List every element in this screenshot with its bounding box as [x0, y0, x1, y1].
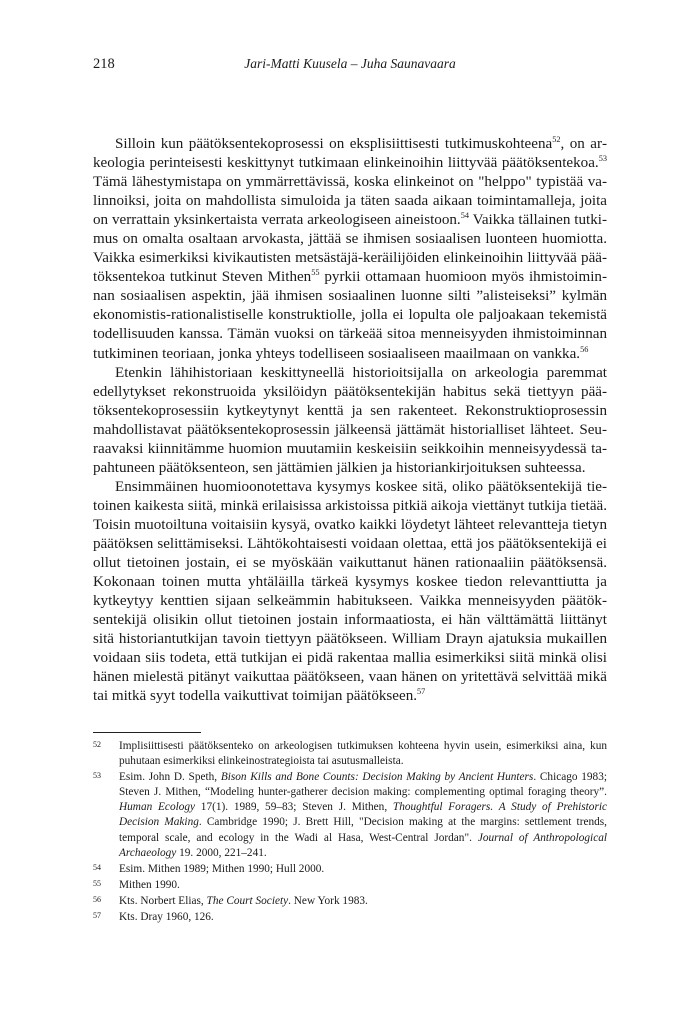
- footnote-text: Mithen 1990.: [119, 878, 180, 891]
- footnote: [93, 894, 607, 909]
- paragraph: Silloin kun päätöksentekoprosessi on eksplisiittisesti tutkimuskohteena$^{52}$, on arkeologia perinteisesti keskittynyt tutkimaan elinkeinoihin liittyvää päätöksentekoa.$^{53}$ Tämä lähestymistapa on ymmärrettävissä, koska elinkeinot on "helppo" typistää valinnoiksi, joita on mahdollista simuloida ja täten saada aikaan toimintamalleja, joita on verrattain yksinkertaista verrata arkeologiseen aineistoon.$^{54}$ Vaikka tällainen tutkimus on omalta osaltaan arvokasta, jättää se ihmisen sosiaalisen luonteen huomiotta. Vaikka esimerkiksi kivikautisten metsästäjä-keräilijöiden elinkeinoihin liittyvää päätöksentekoa tutkinut Steven Mithen$^{55}$ pyrkii ottamaan huomioon myös ihmistoiminnan sosiaalisen aspektin, jää ihmisen sosiaalinen luonne silti ”alisteiseksi” kylmän ekonomistis-rationalistiselle konstruktiolle, jolla ei lopulta ole paljoakaan tekemistä todellisuuden kanssa. Tämän vuoksi on tärkeää sitoa menneisyyden ihmistoiminnan tutkiminen teoriaan, jonka yhteys todelliseen sosiaaliseen maailmaan on vankka.$^{56}$: [93, 134, 607, 362]
- page-header: [93, 56, 607, 76]
- page-number: 218: [93, 56, 115, 72]
- footnote-ref: 54: [460, 211, 470, 221]
- footnote-number: 57: [93, 911, 101, 921]
- footnote-ref: 53: [598, 154, 607, 164]
- italic-title: Thoughtful Foragers. A Study of Prehistoric Decision Making: [119, 801, 607, 829]
- footnote-ref: 57: [417, 687, 426, 697]
- footnote-number: 53: [93, 771, 101, 781]
- paragraph: Etenkin lähihistoriaan keskittyneellä historioitsijalla on arkeologia paremmat edellytykset rekonstruoida yksilöidyn päätöksentekijän habitus sekä tiettyyn päätöksentekoprosessiin kytkeytynyt kenttä ja sen rakenteet. Rekonstruktioprosessin mahdollistavat päätöksentekoprosessin jälkeensä jättämät historialliset lähteet. Seuraavaksi kiinnitämme huomion muutamiin keskeisiin seikkoihin menneisyydessä tapahtuneen päätöksenteon, sen jättämien jälkien ja historiankirjoituksen suhteessa.: [93, 364, 607, 476]
- paragraph: Ensimmäinen huomioonotettava kysymys koskee sitä, oliko päätöksentekijä tietoinen kaikesta siitä, minkä erilaisissa arkistoissa pitkiä aikoja viettänyt tutkija tietää. Toisin muotoiltuna voitaisiin kysyä, ovatko kaikki löydetyt lähteet relevantteja tietyn päätöksen selittämiseksi. Lähtökohtaisesti voidaan olettaa, että jos päätöksentekijä ei ollut tietoinen jostain, ei se myöskään vaikuttanut hänen rationaaliin päätöksensä. Kokonaan toinen mutta yhtäläilla tärkeä kysymys koskee tiedon relevanttiutta ja kytkeytyy kenttien sijaan selkeämmin habitukseen. Vaikka menneisyyden päätöksentekijä olisikin ollut tietoinen jostain informaatiosta, ei hän välttämättä liittänyt sitä historiantutkijan tavoin tiettyyn päätökseen. William Drayn ajatuksia mukaillen voidaan siis todeta, että tutkijan ei pidä rakentaa mallia esimerkiksi siitä minkä olisi hänen mielestä pitänyt vaikuttaa päätökseen, vaan hänen on yritettävä selvittää mikä tai mitkä syyt todella vaikuttivat toimijan päätökseen.$^{57}$: [93, 478, 607, 705]
- footnote: [93, 910, 607, 925]
- footnote-text: Implisiittisesti päätöksenteko on arkeologisen tutkimuksen kohteena hyvin usein, esimerkiksi aina, kun puhutaan esimerkiksi elinkeinostrategioista tai asutusmalleista.: [119, 740, 607, 768]
- footnote-text: Esim. Mithen 1989; Mithen 1990; Hull 2000.: [119, 862, 325, 875]
- footnote-ref: 56: [580, 344, 589, 354]
- footnote: [93, 862, 607, 877]
- footnote-text: Kts. Dray 1960, 126.: [119, 911, 214, 924]
- footnote-number: 54: [93, 862, 101, 872]
- italic-title: Human Ecology: [119, 801, 196, 814]
- italic-title: Bison Kills and Bone Counts: Decision Making by Ancient Hunters: [220, 771, 534, 784]
- footnote-text: Kts. Norbert Elias, The Court Society. New York 1983.: [119, 894, 368, 907]
- footnote: [93, 770, 607, 861]
- running-head: Jari-Matti Kuusela – Juha Saunavaara: [244, 56, 456, 71]
- footnote-separator: [93, 732, 201, 733]
- italic-title: Journal of Anthropological Archaeology: [119, 831, 607, 859]
- footnote: [93, 878, 607, 893]
- footnote: [93, 739, 607, 769]
- footnote-number: 52: [93, 740, 101, 749]
- footnotes: [93, 739, 607, 926]
- italic-title: The Court Society: [206, 894, 289, 907]
- footnote-number: 56: [93, 894, 101, 904]
- footnote-number: 55: [93, 878, 101, 888]
- footnote-ref: 52: [552, 134, 561, 144]
- footnote-text: Esim. John D. Speth, Bison Kills and Bone Counts: Decision Making by Ancient Hunters. Chicago 1983; Steven J. Mithen, “Modeling hunter-gatherer decision making: complementing optimal foraging theory”. Human Ecology 17(1). 1989, 59–83; Steven J. Mithen, Thoughtful Foragers. A Study of Prehistoric Decision Making. Cambridge 1990; J. Brett Hill, "Decision making at the margins: settlement trends, temporal scale, and ecology in the Wadi al Hasa, West-Central Jordan". Journal of Anthropological Archaeology 19. 2000, 221–241.: [119, 771, 607, 859]
- body-text: [93, 135, 607, 706]
- footnote-ref: 55: [311, 268, 320, 278]
